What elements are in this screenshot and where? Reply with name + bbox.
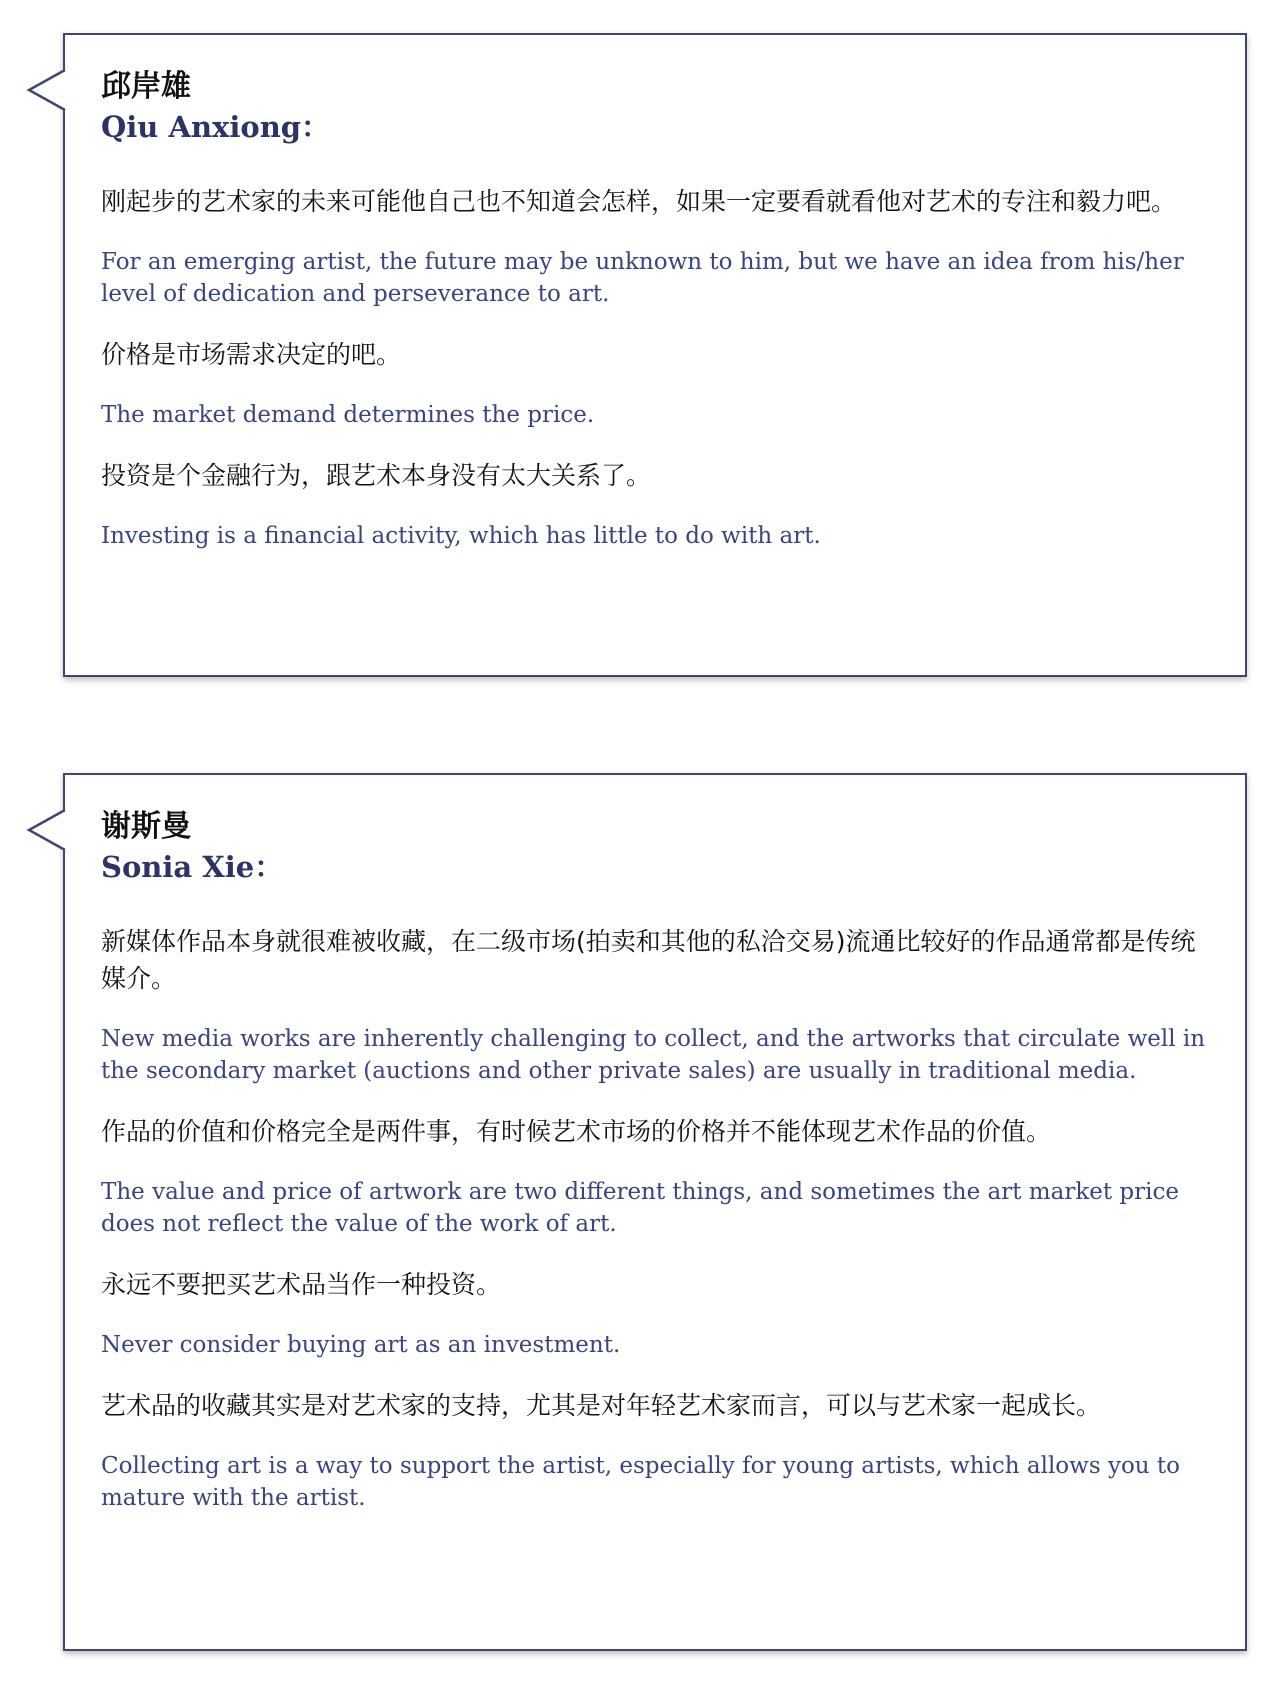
quote-en: New media works are inherently challenging to collect, and the artworks that circulate well in the secondary market (auctions and other private sales) are usually in traditional media. <box>101 1026 1206 1084</box>
quote-en: Collecting art is a way to support the artist, especially for young artists, which allows you to mature with the artist. <box>101 1453 1181 1511</box>
speaker-name-zh: 邱岸雄 <box>101 69 191 104</box>
quote-en: Investing is a financial activity, which has little to do with art. <box>101 523 821 549</box>
quote-zh: 刚起步的艺术家的未来可能他自己也不知道会怎样，如果一定要看就看他对艺术的专注和毅力吧。 <box>101 187 1177 216</box>
speech-bubble-sonia-xie <box>63 773 1247 1651</box>
quote-zh: 作品的价值和价格完全是两件事，有时候艺术市场的价格并不能体现艺术作品的价值。 <box>101 1117 1052 1146</box>
quote-en: The value and price of artwork are two different things, and sometimes the art market price does not reflect the value of the work of art. <box>101 1179 1179 1237</box>
speaker-name-en: Qiu Anxiong： <box>101 110 331 144</box>
quote-zh: 艺术品的收藏其实是对艺术家的支持，尤其是对年轻艺术家而言，可以与艺术家一起成长。 <box>101 1391 1102 1420</box>
speaker-name-en: Sonia Xie： <box>101 850 284 884</box>
quote-zh: 永远不要把买艺术品当作一种投资。 <box>101 1270 502 1299</box>
quote-en: For an emerging artist, the future may be unknown to him, but we have an idea from his/her level of dedication and perseverance to art. <box>101 249 1184 307</box>
quote-en: Never consider buying art as an investment. <box>101 1332 621 1358</box>
quote-zh: 投资是个金融行为，跟艺术本身没有太大关系了。 <box>101 461 652 490</box>
speech-pointer-icon <box>28 70 66 110</box>
quote-zh: 价格是市场需求决定的吧。 <box>101 340 402 369</box>
quote-en: The market demand determines the price. <box>101 402 595 428</box>
speech-bubble-qiu-anxiong <box>63 33 1247 677</box>
speech-pointer-icon <box>28 810 66 850</box>
quote-zh: 新媒体作品本身就很难被收藏，在二级市场(拍卖和其他的私洽交易)流通比较好的作品通常都是传统媒介。 <box>101 927 1196 993</box>
speaker-name-zh: 谢斯曼 <box>101 809 191 844</box>
